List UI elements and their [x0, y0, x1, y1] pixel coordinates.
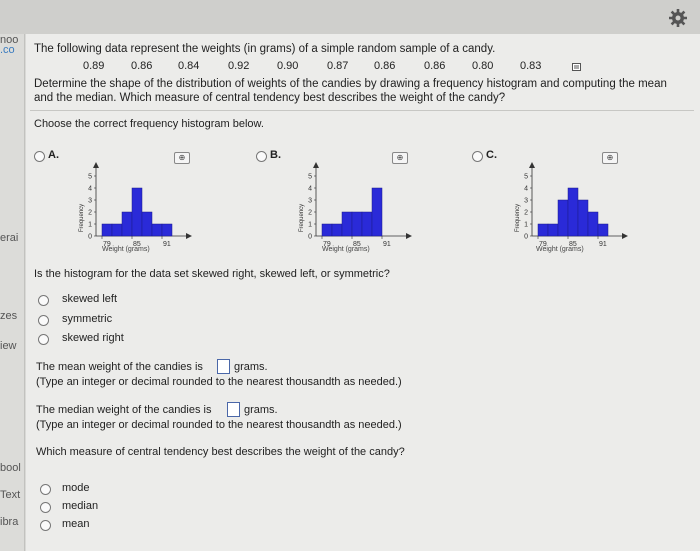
sidebar-fragment[interactable]: bool	[0, 462, 21, 474]
sidebar-fragment[interactable]: zes	[0, 310, 18, 322]
y-axis-arrow	[313, 162, 319, 168]
y-tick-label: 2	[88, 209, 92, 217]
y-tick-label: 3	[524, 197, 528, 205]
histogram-option-a	[56, 150, 216, 260]
mean-radio[interactable]	[40, 520, 51, 531]
histogram-bar	[558, 200, 568, 236]
data-value: 0.84	[178, 60, 200, 72]
option-b-label[interactable]: B.	[270, 149, 281, 161]
measure-question: Which measure of central tendency best describes the weight of the candy?	[36, 446, 405, 458]
sidebar-fragment[interactable]: noo	[0, 34, 19, 46]
choice-label[interactable]: skewed left	[62, 293, 118, 305]
left-sidebar	[0, 34, 25, 551]
choice-label[interactable]: mode	[62, 482, 90, 494]
histogram-bar	[322, 224, 332, 236]
y-tick-label: 4	[308, 185, 312, 193]
option-c-label[interactable]: C.	[486, 149, 497, 161]
x-axis-arrow	[406, 233, 412, 239]
y-tick-label: 2	[524, 209, 528, 217]
sidebar-fragment[interactable]: iew	[0, 340, 17, 352]
y-tick-label: 1	[308, 221, 312, 229]
histogram-bar	[362, 212, 372, 236]
y-axis-label: Frequency	[515, 203, 521, 233]
histogram-option-c	[492, 150, 652, 260]
gear-icon[interactable]	[668, 8, 688, 28]
choice-label[interactable]: symmetric	[62, 313, 113, 325]
y-tick-label: 2	[308, 209, 312, 217]
instruction-line-2: and the median. Which measure of central tendency best describes the weight of the candy?	[34, 92, 506, 104]
histogram-bar	[112, 224, 122, 236]
skewed-left-radio[interactable]	[38, 295, 49, 306]
histogram-bar	[588, 212, 598, 236]
histogram-option-b	[276, 150, 436, 260]
option-c-radio[interactable]	[472, 151, 483, 162]
median-unit: grams.	[244, 404, 278, 416]
x-tick-label: 79	[323, 241, 331, 248]
mean-answer-box[interactable]	[217, 359, 230, 374]
top-toolbar	[0, 0, 700, 34]
histogram-bar	[162, 224, 172, 236]
data-value: 0.87	[327, 60, 349, 72]
y-tick-label: 4	[88, 185, 92, 193]
mean-hint: (Type an integer or decimal rounded to the nearest thousandth as needed.)	[36, 376, 402, 388]
x-tick-label: 91	[383, 241, 391, 248]
question-panel	[26, 34, 700, 551]
option-a-label[interactable]: A.	[48, 149, 59, 161]
histogram-prompt: Choose the correct frequency histogram below.	[34, 118, 264, 130]
histogram-bar	[122, 212, 132, 236]
x-axis-arrow	[622, 233, 628, 239]
median-text: The median weight of the candies is	[36, 404, 212, 416]
median-hint: (Type an integer or decimal rounded to the nearest thousandth as needed.)	[36, 419, 402, 431]
histogram-bar	[352, 212, 362, 236]
mean-unit: grams.	[234, 361, 268, 373]
zoom-icon[interactable]: ⊕	[174, 152, 190, 164]
histogram-bar	[538, 224, 548, 236]
choice-label[interactable]: skewed right	[62, 332, 124, 344]
symmetric-radio[interactable]	[38, 315, 49, 326]
data-value: 0.86	[424, 60, 446, 72]
x-tick-label: 91	[599, 241, 607, 248]
y-tick-label: 3	[88, 197, 92, 205]
y-tick-label: 3	[308, 197, 312, 205]
choice-label[interactable]: median	[62, 500, 99, 512]
mean-text: The mean weight of the candies is	[36, 361, 203, 373]
instruction-line-1: Determine the shape of the distribution of weights of the candies by drawing a frequency histogram and computing the mean	[34, 78, 667, 90]
y-axis-arrow	[93, 162, 99, 168]
histogram-bar	[342, 212, 352, 236]
data-value: 0.89	[83, 60, 105, 72]
x-axis-label: Weight (grams)	[322, 246, 370, 253]
data-value: 0.80	[472, 60, 494, 72]
histogram-bar	[152, 224, 162, 236]
y-axis-label: Frequency	[299, 203, 305, 233]
median-radio[interactable]	[40, 502, 51, 513]
x-axis-label: Weight (grams)	[102, 246, 150, 253]
question-intro: The following data represent the weights (in grams) of a simple random sample of a candy.	[34, 43, 496, 55]
median-answer-box[interactable]	[227, 402, 240, 417]
x-tick-label: 79	[539, 241, 547, 248]
histogram-bar	[578, 200, 588, 236]
option-a-radio[interactable]	[34, 151, 45, 162]
y-tick-label: 0	[88, 233, 92, 241]
y-axis-arrow	[529, 162, 535, 168]
choice-label[interactable]: mean	[62, 518, 90, 530]
sidebar-fragment[interactable]: Text	[0, 489, 21, 501]
zoom-icon[interactable]: ⊕	[602, 152, 618, 164]
histogram-bar	[372, 188, 382, 236]
zoom-icon[interactable]: ⊕	[392, 152, 408, 164]
y-tick-label: 4	[524, 185, 528, 193]
histogram-bar	[142, 212, 152, 236]
x-tick-label: 79	[103, 241, 111, 248]
copy-data-icon[interactable]	[572, 63, 582, 72]
y-tick-label: 1	[524, 221, 528, 229]
y-tick-label: 5	[308, 173, 312, 181]
histogram-bar	[332, 224, 342, 236]
y-tick-label: 5	[524, 173, 528, 181]
y-tick-label: 0	[308, 233, 312, 241]
histogram-bar	[568, 188, 578, 236]
histogram-bar	[598, 224, 608, 236]
option-b-radio[interactable]	[256, 151, 267, 162]
skewed-right-radio[interactable]	[38, 334, 49, 345]
y-tick-label: 5	[88, 173, 92, 181]
sidebar-fragment[interactable]: ibra	[0, 516, 19, 528]
x-tick-label: 85	[569, 241, 577, 248]
data-value: 0.86	[131, 60, 153, 72]
histogram-bar	[548, 224, 558, 236]
histogram-bar	[132, 188, 142, 236]
y-axis-label: Frequency	[79, 203, 85, 233]
data-value: 0.83	[520, 60, 542, 72]
x-axis-label: Weight (grams)	[536, 246, 584, 253]
x-axis-arrow	[186, 233, 192, 239]
data-value: 0.92	[228, 60, 250, 72]
x-tick-label: 91	[163, 241, 171, 248]
shape-question: Is the histogram for the data set skewed right, skewed left, or symmetric?	[34, 268, 390, 280]
data-value: 0.90	[277, 60, 299, 72]
divider	[30, 110, 694, 111]
sidebar-fragment[interactable]: erai	[0, 232, 19, 244]
data-value: 0.86	[374, 60, 396, 72]
histogram-bar	[102, 224, 112, 236]
mode-radio[interactable]	[40, 484, 51, 495]
mean-question	[36, 361, 203, 373]
x-tick-label: 85	[353, 241, 361, 248]
y-tick-label: 0	[524, 233, 528, 241]
x-tick-label: 85	[133, 241, 141, 248]
sidebar-fragment[interactable]: .co	[0, 44, 15, 56]
y-tick-label: 1	[88, 221, 92, 229]
